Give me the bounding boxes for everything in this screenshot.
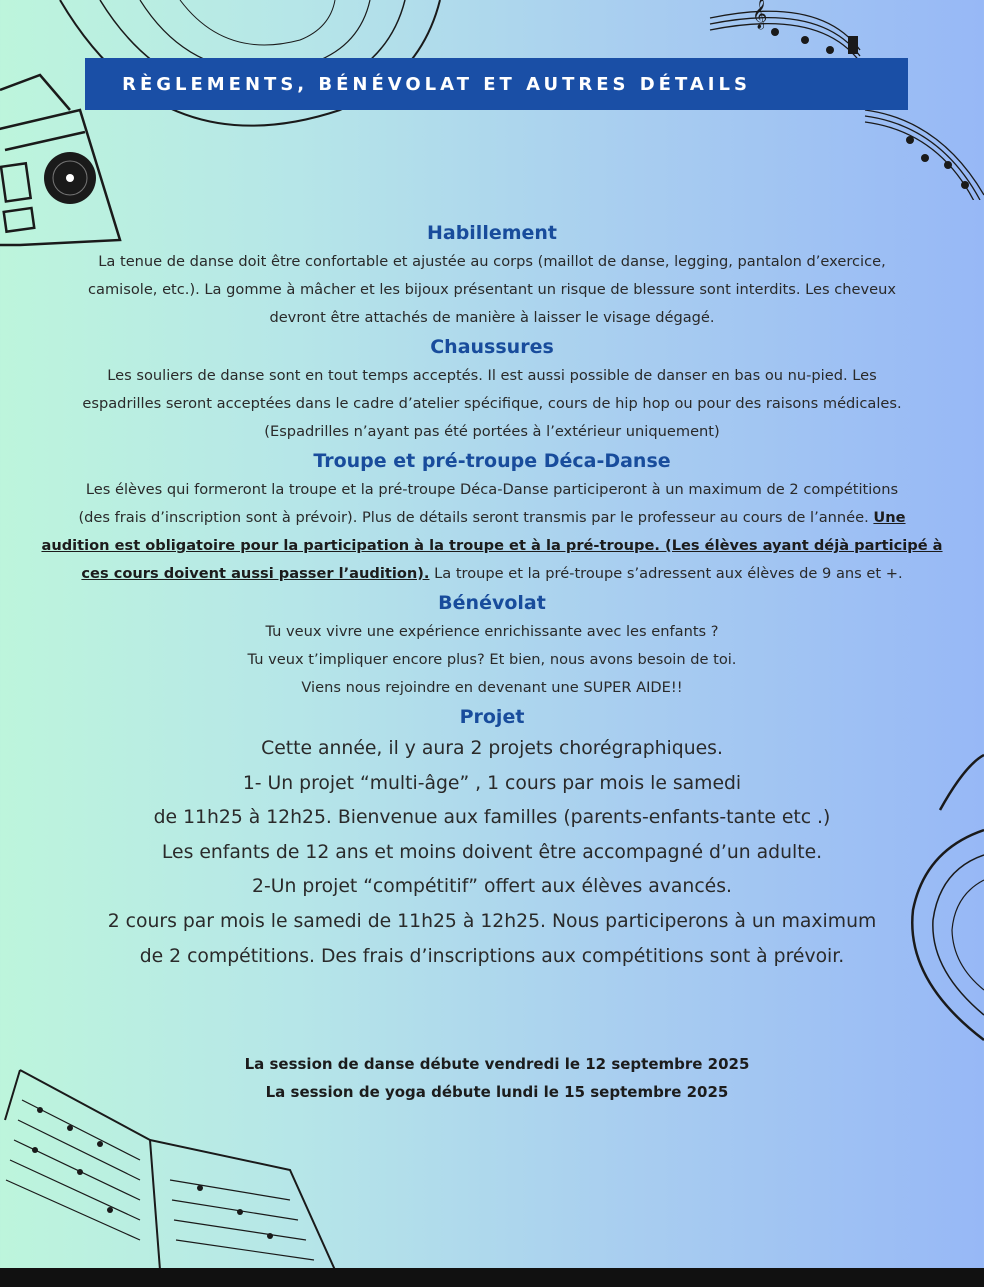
section-chaussures: [0, 332, 984, 446]
heading-projet: Projet: [459, 706, 525, 728]
dance-session-date: La session de danse débute vendredi le 12 septembre 2025: [244, 1055, 750, 1073]
benevolat-line: Viens nous rejoindre en devenant une SUPER AIDE!!: [301, 679, 683, 696]
banner-title: RÈGLEMENTS, BÉNÉVOLAT ET AUTRES DÉTAILS: [122, 73, 751, 95]
projet-line: 1- Un projet “multi-âge” , 1 cours par mois le samedi: [242, 772, 742, 794]
heading-chaussures: Chaussures: [430, 336, 554, 358]
troupe-line: [0, 532, 984, 560]
habillement-line: devront être attachés de manière à laisser le visage dégagé.: [269, 309, 715, 326]
chaussures-line: Les souliers de danse sont en tout temps acceptés. Il est aussi possible de danser en bas ou nu-pied. Les: [107, 367, 877, 384]
troupe-text: La troupe et la pré-troupe s’adressent aux élèves de 9 ans et +.: [429, 565, 903, 582]
chaussures-line: espadrilles seront acceptées dans le cadre d’atelier spécifique, cours de hip hop ou pour des raisons médicales.: [82, 395, 902, 412]
benevolat-line: Tu veux vivre une expérience enrichissante avec les enfants ?: [265, 623, 719, 640]
audition-notice: audition est obligatoire pour la participation à la troupe et à la pré-troupe. (Les élèves ayant déjà participé à: [41, 537, 943, 554]
projet-line: Cette année, il y aura 2 projets chorégraphiques.: [261, 738, 723, 759]
section-projet: [0, 702, 984, 974]
troupe-line: [0, 504, 984, 532]
projet-line: de 2 compétitions. Des frais d’inscriptions aux compétitions sont à prévoir.: [139, 945, 845, 967]
audition-notice: Une: [873, 509, 906, 526]
projet-line: de 11h25 à 12h25. Bienvenue aux familles (parents-enfants-tante etc .): [153, 807, 831, 829]
session-dates: [0, 1050, 984, 1106]
habillement-line: camisole, etc.). La gomme à mâcher et les bijoux présentant un risque de blessure sont interdits. Les cheveux: [88, 281, 896, 298]
habillement-line: La tenue de danse doit être confortable et ajustée au corps (maillot de danse, legging, pantalon d’exercice,: [98, 253, 886, 270]
projet-line: 2 cours par mois le samedi de 11h25 à 12h25. Nous participerons à un maximum: [107, 910, 877, 932]
heading-benevolat: Bénévolat: [438, 592, 546, 614]
audition-notice: ces cours doivent aussi passer l’audition).: [81, 565, 430, 582]
troupe-line: Les élèves qui formeront la troupe et la pré-troupe Déca-Danse participeront à un maximum de 2 compétitions: [85, 481, 899, 498]
chaussures-line: (Espadrilles n’ayant pas été portées à l’extérieur uniquement): [264, 423, 720, 440]
title-banner: [85, 58, 908, 110]
projet-line: Les enfants de 12 ans et moins doivent être accompagné d’un adulte.: [161, 841, 823, 863]
troupe-text: (des frais d’inscription sont à prévoir). Plus de détails seront transmis par le professeur au cours de l’année.: [78, 509, 874, 526]
heading-troupe: Troupe et pré-troupe Déca-Danse: [313, 450, 671, 472]
section-benevolat: [0, 588, 984, 702]
bottom-bar: [0, 1268, 984, 1287]
section-troupe: [0, 446, 984, 588]
main-content: [0, 218, 984, 974]
section-habillement: [0, 218, 984, 332]
svg-text:𝄞: 𝄞: [752, 0, 768, 29]
projet-line: 2-Un projet “compétitif” offert aux élèves avancés.: [252, 876, 732, 898]
troupe-line: [0, 560, 984, 588]
heading-habillement: Habillement: [426, 222, 558, 244]
benevolat-line: Tu veux t’impliquer encore plus? Et bien, nous avons besoin de toi.: [247, 651, 737, 668]
yoga-session-date: La session de yoga débute lundi le 15 septembre 2025: [265, 1083, 729, 1101]
